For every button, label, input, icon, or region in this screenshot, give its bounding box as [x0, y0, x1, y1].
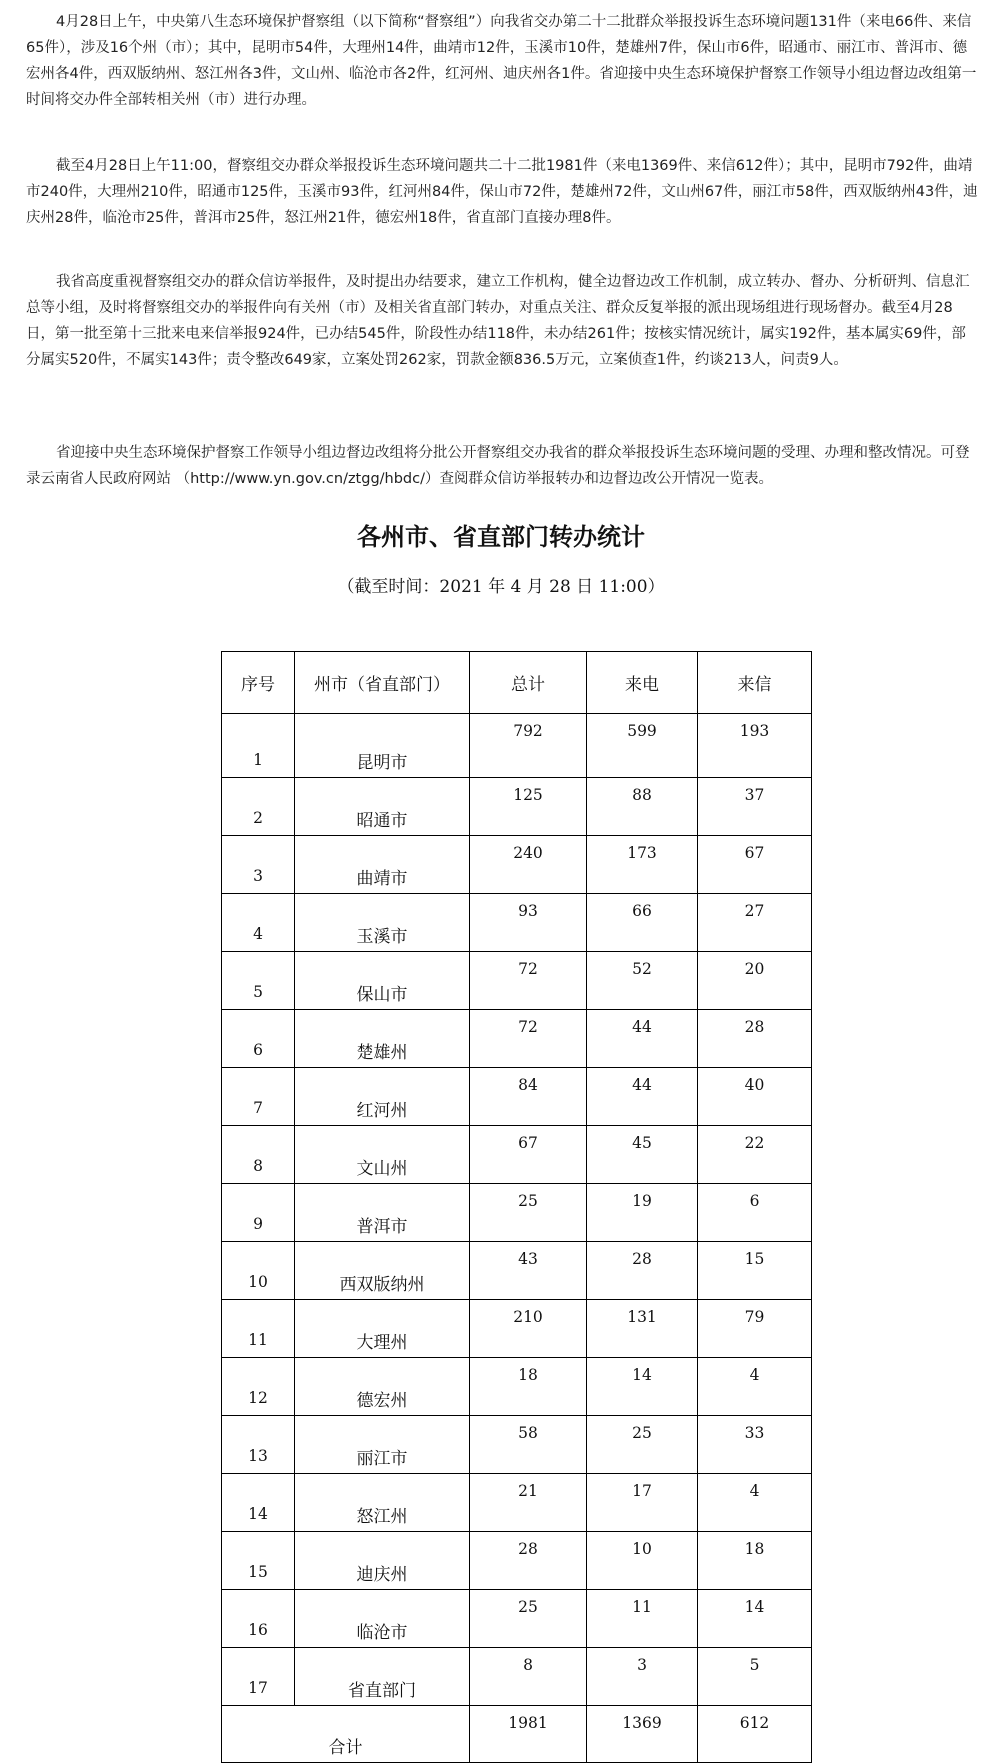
row-total: 18: [470, 1358, 587, 1416]
table-row: [222, 836, 812, 894]
row-phone: 173: [587, 836, 698, 894]
row-phone: 88: [587, 778, 698, 836]
row-seq: 4: [222, 894, 295, 952]
table-subtitle: （截至时间：2021 年 4 月 28 日 11:00）: [337, 577, 665, 597]
row-phone: 10: [587, 1532, 698, 1590]
row-phone: 44: [587, 1068, 698, 1126]
table-row: [222, 1068, 812, 1126]
row-seq: 3: [222, 836, 295, 894]
row-letter: 14: [698, 1590, 812, 1648]
row-phone: 52: [587, 952, 698, 1010]
table-row: [222, 778, 812, 836]
row-seq: 10: [222, 1242, 295, 1300]
row-region: 德宏州: [295, 1358, 470, 1416]
row-total: 25: [470, 1184, 587, 1242]
paragraph-1: 4月28日上午，中央第八生态环境保护督察组（以下简称“督察组”）向我省交办第二十二批群众举报投诉生态环境问题131件（来电66件、来信65件），涉及16个州（市）；其中，昆明市54件，大理州14件，曲靖市12件，玉溪市10件，楚雄州7件，保山市6件，昭通市、丽江市、普洱市、德宏州各4件，西双版纳州、怒江州各3件，文山州、临沧市各2件，红河州、迪庆州各1件。省迎接中央生态环境保护督察工作领导小组边督边改组第一时间将交办件全部转相关州（市）进行办理。: [26, 14, 977, 108]
row-seq: 12: [222, 1358, 295, 1416]
row-letter: 15: [698, 1242, 812, 1300]
row-seq: 5: [222, 952, 295, 1010]
row-letter: 193: [698, 714, 812, 778]
table-row: [222, 1474, 812, 1532]
row-letter: 33: [698, 1416, 812, 1474]
total-phone: 1369: [587, 1706, 698, 1763]
row-total: 25: [470, 1590, 587, 1648]
row-region: 迪庆州: [295, 1532, 470, 1590]
table-row: [222, 1416, 812, 1474]
row-letter: 18: [698, 1532, 812, 1590]
row-letter: 22: [698, 1126, 812, 1184]
row-total: 72: [470, 1010, 587, 1068]
row-seq: 17: [222, 1648, 295, 1706]
row-total: 240: [470, 836, 587, 894]
header-region: 州市（省直部门）: [295, 652, 470, 714]
row-seq: 6: [222, 1010, 295, 1068]
row-seq: 1: [222, 714, 295, 778]
paragraph-2: 截至4月28日上午11:00，督察组交办群众举报投诉生态环境问题共二十二批1981件（来电1369件、来信612件）；其中，昆明市792件，曲靖市240件，大理州210件，昭通市125件，玉溪市93件，红河州84件，保山市72件，楚雄州72件，文山州67件，丽江市58件，西双版纳州43件，迪庆州28件，临沧市25件，普洱市25件，怒江州21件，德宏州18件，省直部门直接办理8件。: [26, 158, 978, 226]
row-region: 昆明市: [295, 714, 470, 778]
row-letter: 40: [698, 1068, 812, 1126]
row-phone: 11: [587, 1590, 698, 1648]
transfer-statistics-table: [221, 651, 812, 1763]
row-seq: 2: [222, 778, 295, 836]
row-region: 保山市: [295, 952, 470, 1010]
table-body: [222, 714, 812, 1706]
row-total: 792: [470, 714, 587, 778]
row-letter: 28: [698, 1010, 812, 1068]
paragraph-3: 我省高度重视督察组交办的群众信访举报件，及时提出办结要求，建立工作机构，健全边督边改工作机制，成立转办、督办、分析研判、信息汇总等小组，及时将督察组交办的举报件向有关州（市）及相关省直部门转办，对重点关注、群众反复举报的派出现场组进行现场督办。截至4月28日，第一批至第十三批来电来信举报924件，已办结545件，阶段性办结118件，未办结261件；按核实情况统计，属实192件，基本属实69件，部分属实520件，不属实143件；责令整改649家，立案处罚262家，罚款金额836.5万元，立案侦查1件，约谈213人，问责9人。: [26, 274, 970, 368]
row-phone: 3: [587, 1648, 698, 1706]
row-region: 昭通市: [295, 778, 470, 836]
row-region: 大理州: [295, 1300, 470, 1358]
paragraph-4: 省迎接中央生态环境保护督察工作领导小组边督边改组将分批公开督察组交办我省的群众举报投诉生态环境问题的受理、办理和整改情况。可登录云南省人民政府网站 （http://www.yn.gov.cn/ztgg/hbdc/）查阅群众信访举报转办和边督边改公开情况一览表。: [26, 445, 970, 487]
row-letter: 37: [698, 778, 812, 836]
row-region: 玉溪市: [295, 894, 470, 952]
row-phone: 44: [587, 1010, 698, 1068]
table-row: [222, 952, 812, 1010]
header-phone: 来电: [587, 652, 698, 714]
row-seq: 14: [222, 1474, 295, 1532]
row-phone: 17: [587, 1474, 698, 1532]
table-row: [222, 1300, 812, 1358]
row-region: 楚雄州: [295, 1010, 470, 1068]
row-region: 西双版纳州: [295, 1242, 470, 1300]
row-seq: 13: [222, 1416, 295, 1474]
row-total: 210: [470, 1300, 587, 1358]
row-letter: 4: [698, 1358, 812, 1416]
table-row: [222, 1532, 812, 1590]
table-row: [222, 1590, 812, 1648]
table-total-row: [222, 1706, 812, 1763]
row-total: 72: [470, 952, 587, 1010]
row-total: 84: [470, 1068, 587, 1126]
row-letter: 20: [698, 952, 812, 1010]
header-seq: 序号: [222, 652, 295, 714]
row-seq: 16: [222, 1590, 295, 1648]
row-total: 125: [470, 778, 587, 836]
row-region: 文山州: [295, 1126, 470, 1184]
total-label: 合计: [222, 1706, 470, 1763]
total-sum: 1981: [470, 1706, 587, 1763]
row-seq: 9: [222, 1184, 295, 1242]
row-letter: 4: [698, 1474, 812, 1532]
row-letter: 67: [698, 836, 812, 894]
table-row: [222, 1184, 812, 1242]
row-phone: 131: [587, 1300, 698, 1358]
row-total: 8: [470, 1648, 587, 1706]
row-letter: 5: [698, 1648, 812, 1706]
row-total: 21: [470, 1474, 587, 1532]
row-letter: 6: [698, 1184, 812, 1242]
table-row: [222, 894, 812, 952]
row-seq: 15: [222, 1532, 295, 1590]
row-region: 红河州: [295, 1068, 470, 1126]
row-phone: 45: [587, 1126, 698, 1184]
table-row: [222, 1648, 812, 1706]
row-total: 28: [470, 1532, 587, 1590]
table-header-row: [222, 652, 812, 714]
table-row: [222, 1126, 812, 1184]
total-letter: 612: [698, 1706, 812, 1763]
table-row: [222, 714, 812, 778]
header-total: 总计: [470, 652, 587, 714]
header-letter: 来信: [698, 652, 812, 714]
row-region: 曲靖市: [295, 836, 470, 894]
row-letter: 27: [698, 894, 812, 952]
row-phone: 14: [587, 1358, 698, 1416]
row-phone: 28: [587, 1242, 698, 1300]
row-phone: 19: [587, 1184, 698, 1242]
row-total: 93: [470, 894, 587, 952]
row-region: 临沧市: [295, 1590, 470, 1648]
row-total: 43: [470, 1242, 587, 1300]
row-phone: 599: [587, 714, 698, 778]
row-phone: 25: [587, 1416, 698, 1474]
table-row: [222, 1358, 812, 1416]
table-title: 各州市、省直部门转办统计: [357, 522, 645, 551]
table-row: [222, 1242, 812, 1300]
row-total: 67: [470, 1126, 587, 1184]
row-seq: 7: [222, 1068, 295, 1126]
row-seq: 8: [222, 1126, 295, 1184]
row-total: 58: [470, 1416, 587, 1474]
row-seq: 11: [222, 1300, 295, 1358]
table-row: [222, 1010, 812, 1068]
row-region: 怒江州: [295, 1474, 470, 1532]
row-region: 普洱市: [295, 1184, 470, 1242]
row-phone: 66: [587, 894, 698, 952]
row-region: 丽江市: [295, 1416, 470, 1474]
row-region: 省直部门: [295, 1648, 470, 1706]
row-letter: 79: [698, 1300, 812, 1358]
